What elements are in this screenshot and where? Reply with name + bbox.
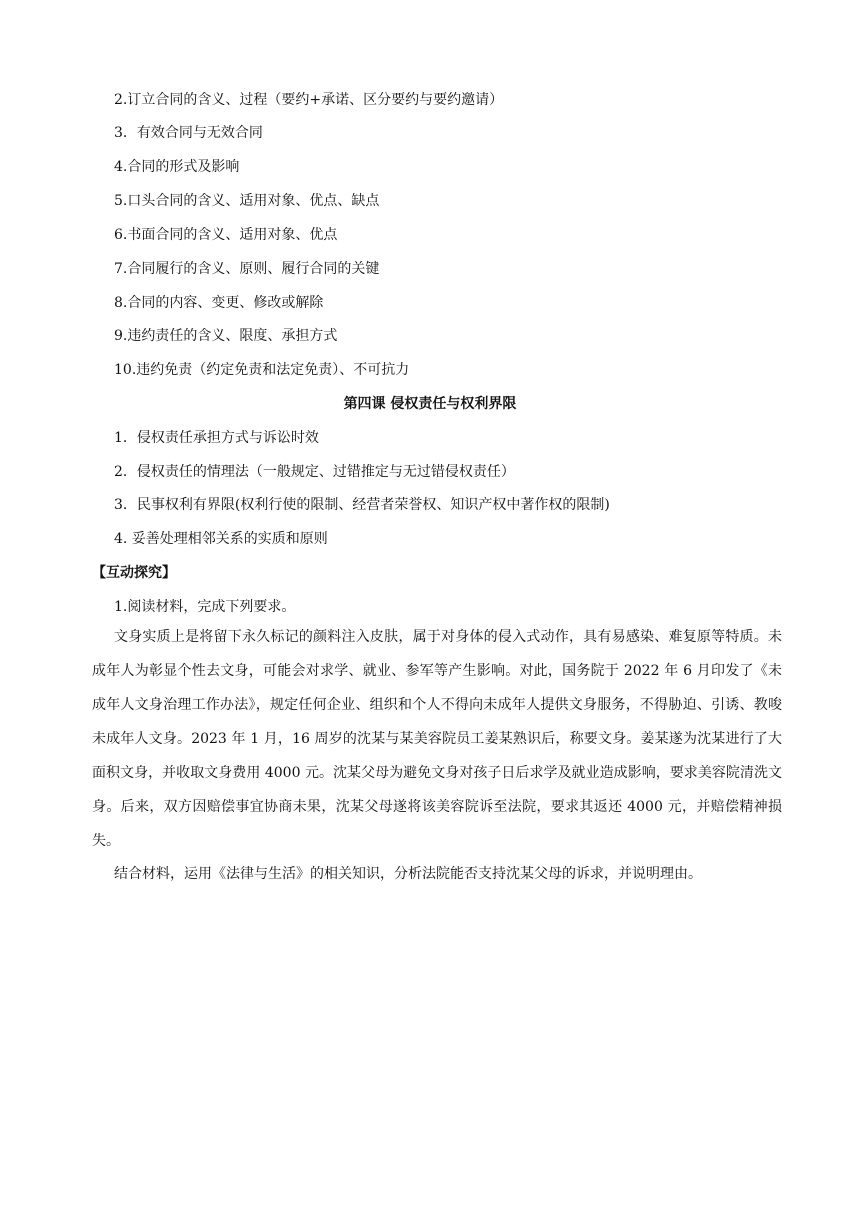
contract-item: 3．有效合同与无效合同 bbox=[114, 125, 263, 141]
contract-item: 4.合同的形式及影响 bbox=[114, 159, 240, 175]
contract-item: 9.违约责任的含义、限度、承担方式 bbox=[114, 328, 338, 344]
contract-item: 7.合同履行的含义、原则、履行合同的关键 bbox=[114, 261, 380, 277]
section-heading: 【互动探究】 bbox=[92, 565, 176, 581]
contract-item: 5.口头合同的含义、适用对象、优点、缺点 bbox=[114, 193, 380, 209]
contract-item: 6.书面合同的含义、适用对象、优点 bbox=[114, 227, 338, 243]
lesson-item: 1．侵权责任承担方式与诉讼时效 bbox=[114, 430, 319, 446]
lesson-item: 2．侵权责任的情理法（一般规定、过错推定与无过错侵权责任） bbox=[114, 464, 515, 480]
lesson-title: 第四课 侵权责任与权利界限 bbox=[343, 396, 517, 412]
contract-item: 8.合同的内容、变更、修改或解除 bbox=[114, 295, 324, 311]
lesson-item: 3．民事权利有界限(权利行使的限制、经营者荣誉权、知识产权中著作权的限制) bbox=[114, 497, 610, 513]
question-intro: 1.阅读材料，完成下列要求。 bbox=[114, 599, 296, 615]
lesson-item: 4. 妥善处理相邻关系的实质和原则 bbox=[114, 531, 328, 547]
material-paragraph: 文身实质上是将留下永久标记的颜料注入皮肤，属于对身体的侵入式动作，具有易感染、难复原等特质。未成年人为彰显个性去文身，可能会对求学、就业、参军等产生影响。对此，国务院于 2022 年 6 月印发了《未成年人文身治理工作办法》，规定任何企业、组织和个人不得向未成年人提供文身服务，不得胁迫、引诱、教唆未成年人文身。2023 年 1 月，16 周岁的沈某与某美容院员工姜某熟识后，称要文身。姜某遂为沈某进行了大面积文身，并收取文身费用 4000 元。沈某父母为避免文身对孩子日后求学及就业造成影响，要求美容院清洗文身。后来，双方因赔偿事宜协商未果，沈某父母遂将该美容院诉至法院，要求其返还 4000 元，并赔偿精神损失。 bbox=[92, 629, 782, 849]
question-text: 结合材料，运用《法律与生活》的相关知识，分析法院能否支持沈某父母的诉求，并说明理由。 bbox=[114, 866, 702, 882]
contract-item: 10.违约免责（约定免责和法定免责）、不可抗力 bbox=[114, 362, 410, 378]
contract-item: 2.订立合同的含义、过程（要约+承诺、区分要约与要约邀请） bbox=[114, 92, 504, 108]
